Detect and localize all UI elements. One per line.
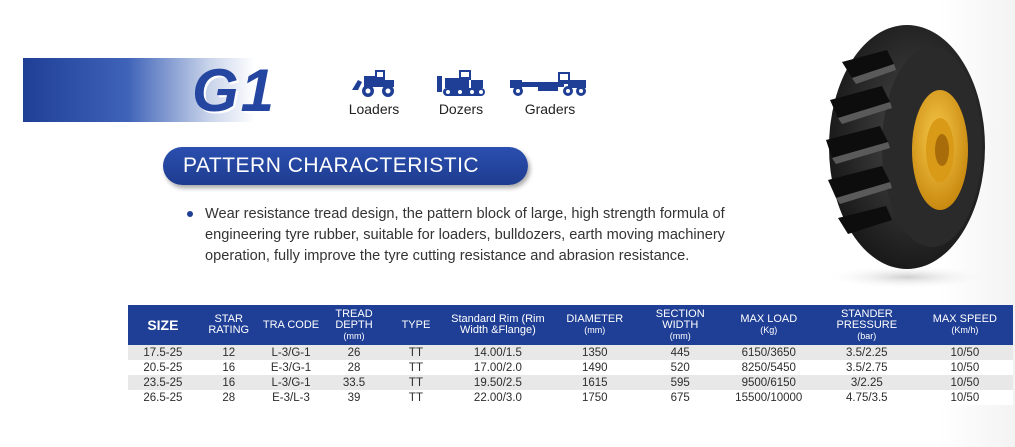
cell-type: TT bbox=[408, 391, 423, 404]
cell-type: TT bbox=[408, 376, 423, 389]
cell-stander-pressure: 3.5/2.75 bbox=[846, 361, 888, 374]
col-header-section-width: SECTION WIDTH (mm) bbox=[655, 307, 705, 341]
table-header-row bbox=[128, 305, 1013, 345]
app-label-loaders: Loaders bbox=[348, 101, 400, 117]
cell-section-width: 520 bbox=[670, 361, 690, 374]
cell-standard-rim: 19.50/2.5 bbox=[473, 376, 522, 389]
cell-diameter: 1490 bbox=[581, 361, 608, 374]
col-header-diameter: DIAMETER (mm) bbox=[566, 313, 624, 335]
table-row bbox=[128, 360, 1013, 375]
table-row bbox=[128, 375, 1013, 390]
cell-tra-code: L-3/G-1 bbox=[271, 346, 311, 359]
tire-image bbox=[812, 22, 1002, 292]
col-header-stander-pressure: STANDER PRESSURE (bar) bbox=[836, 307, 898, 341]
cell-tread-depth: 39 bbox=[347, 391, 361, 404]
cell-stander-pressure: 4.75/3.5 bbox=[846, 391, 888, 404]
model-title: G1 bbox=[192, 57, 277, 124]
table-row bbox=[128, 345, 1013, 360]
cell-max-speed: 10/50 bbox=[950, 376, 980, 389]
cell-max-speed: 10/50 bbox=[950, 346, 980, 359]
cell-tread-depth: 33.5 bbox=[342, 376, 366, 389]
cell-size: 26.5-25 bbox=[143, 391, 183, 404]
table-row bbox=[128, 390, 1013, 405]
cell-tra-code: E-3/L-3 bbox=[272, 391, 310, 404]
col-header-max-speed: MAX SPEED (Km/h) bbox=[932, 313, 997, 335]
cell-size: 23.5-25 bbox=[143, 376, 183, 389]
grader-icon bbox=[508, 68, 592, 98]
cell-section-width: 445 bbox=[670, 346, 690, 359]
section-title: PATTERN CHARACTERISTIC bbox=[183, 154, 480, 177]
cell-tread-depth: 26 bbox=[347, 346, 361, 359]
cell-stander-pressure: 3/2.25 bbox=[850, 376, 883, 389]
cell-star-rating: 12 bbox=[222, 346, 236, 359]
dozer-icon bbox=[435, 68, 487, 98]
cell-type: TT bbox=[408, 361, 423, 374]
bullet-dot bbox=[187, 211, 193, 217]
cell-max-speed: 10/50 bbox=[950, 391, 980, 404]
cell-tra-code: E-3/G-1 bbox=[270, 361, 312, 374]
cell-max-load: 8250/5450 bbox=[741, 361, 796, 374]
cell-star-rating: 28 bbox=[222, 391, 236, 404]
description-block bbox=[187, 204, 787, 267]
col-header-tread-depth: TREAD DEPTH (mm) bbox=[335, 307, 373, 341]
col-header-tra-code: TRA CODE bbox=[262, 318, 320, 331]
app-loaders bbox=[344, 68, 404, 117]
description-text: Wear resistance tread design, the pattern block of large, high strength formula of engineering tyre rubber, suitable for loaders, bulldozers, earth moving machinery operation, fully improve the tyre cutting resistance and abrasion resistance. bbox=[205, 206, 725, 264]
cell-star-rating: 16 bbox=[222, 376, 236, 389]
cell-diameter: 1350 bbox=[581, 346, 608, 359]
cell-tra-code: L-3/G-1 bbox=[271, 376, 311, 389]
cell-standard-rim: 22.00/3.0 bbox=[473, 391, 522, 404]
cell-stander-pressure: 3.5/2.25 bbox=[846, 346, 888, 359]
cell-size: 17.5-25 bbox=[143, 346, 183, 359]
cell-section-width: 675 bbox=[670, 391, 690, 404]
cell-size: 20.5-25 bbox=[143, 361, 183, 374]
spec-table bbox=[128, 305, 1013, 405]
cell-star-rating: 16 bbox=[222, 361, 236, 374]
section-header bbox=[163, 147, 528, 185]
col-header-max-load: MAX LOAD (Kg) bbox=[740, 313, 798, 335]
cell-diameter: 1615 bbox=[581, 376, 608, 389]
cell-type: TT bbox=[408, 346, 423, 359]
col-header-type: TYPE bbox=[401, 318, 431, 331]
cell-standard-rim: 14.00/1.5 bbox=[473, 346, 522, 359]
app-dozers bbox=[431, 68, 491, 117]
cell-diameter: 1750 bbox=[581, 391, 608, 404]
cell-max-load: 9500/6150 bbox=[741, 376, 796, 389]
cell-max-speed: 10/50 bbox=[950, 361, 980, 374]
app-graders bbox=[505, 68, 595, 117]
cell-section-width: 595 bbox=[670, 376, 690, 389]
loader-icon bbox=[348, 68, 400, 98]
col-header-size: SIZE bbox=[147, 316, 179, 333]
app-label-graders: Graders bbox=[524, 101, 576, 117]
col-header-star-rating: STAR RATING bbox=[208, 313, 250, 336]
cell-tread-depth: 28 bbox=[347, 361, 361, 374]
cell-max-load: 15500/10000 bbox=[735, 391, 803, 404]
cell-standard-rim: 17.00/2.0 bbox=[473, 361, 522, 374]
col-header-standard-rim: Standard Rim (Rim Width &Flange) bbox=[451, 313, 545, 336]
app-label-dozers: Dozers bbox=[438, 101, 484, 117]
cell-max-load: 6150/3650 bbox=[741, 346, 796, 359]
